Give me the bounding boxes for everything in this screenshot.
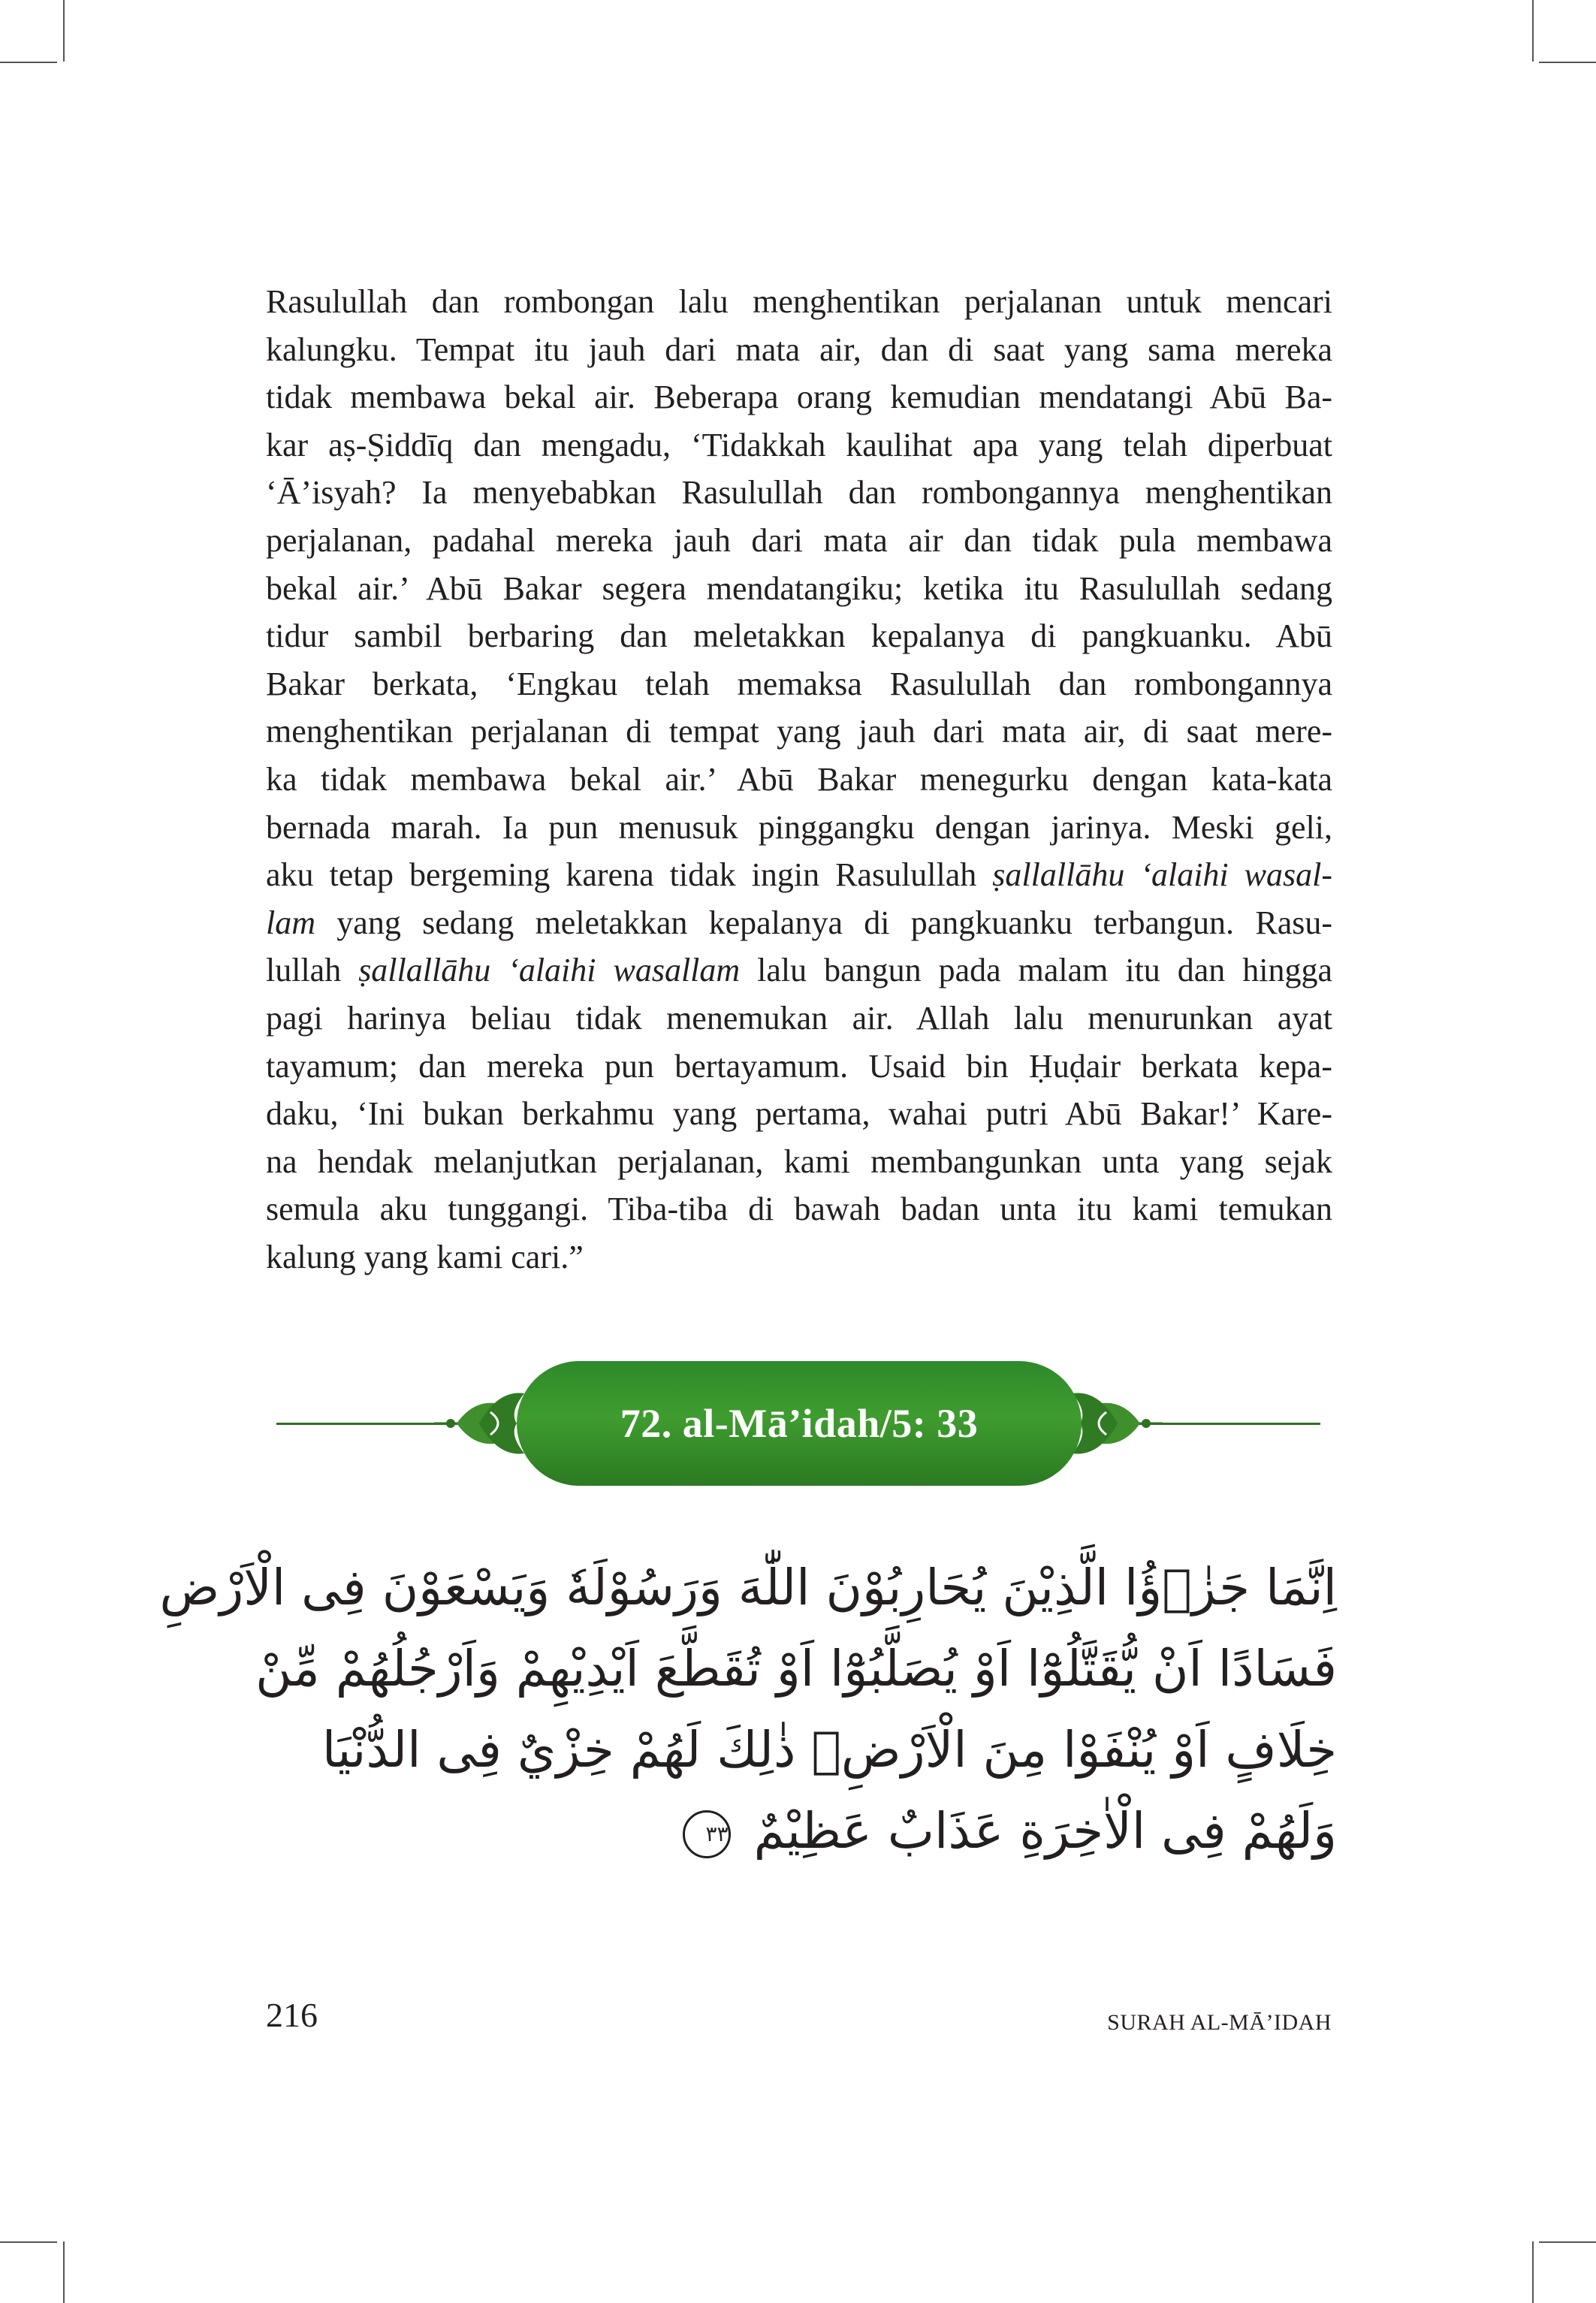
text-line [266, 946, 1332, 995]
text-line: na hendak melanjutkan perjalanan, kami membangunkan unta yang sejak [266, 1142, 1332, 1180]
arabic-line: فَسَادًا اَنْ يُّقَتَّلُوْٓا اَوْ يُصَلَّبُوْٓا اَوْ تُقَطَّعَ اَيْدِيْهِمْ وَاَرْجُلُهُمْ مِّنْ [255, 1640, 1337, 1698]
running-header: SURAH AL-MĀ’IDAH [1107, 2010, 1332, 2035]
text-run: lullah [266, 952, 359, 989]
arabic-line: اِنَّمَا جَزٰۤؤُا الَّذِيْنَ يُحَارِبُوْنَ اللّٰهَ وَرَسُوْلَهٗ وَيَسْعَوْنَ فِى الْاَرْضِ [159, 1559, 1337, 1616]
text-line: daku, ‘Ini bukan berkahmu yang pertama, wahai putri Abū Bakar!’ Kare- [266, 1095, 1332, 1133]
crop-mark [1532, 0, 1534, 62]
arabic-line [345, 1791, 1337, 1872]
text-line [266, 851, 1332, 899]
section-heading-band [276, 1360, 1320, 1487]
crop-mark [1539, 2241, 1596, 2243]
italic-honorific: ṣallallāhu ‘alaihi wasallam [358, 952, 741, 989]
text-run: yang sedang meletakkan kepalanya di pangkuanku terbangun. Rasu- [315, 904, 1332, 941]
crop-mark [0, 2241, 57, 2243]
arabic-line: خِلَافٍ اَوْ يُنْفَوْا مِنَ الْاَرْضِۗ ذٰلِكَ لَهُمْ خِزْيٌ فِى الدُّنْيَا [321, 1721, 1337, 1779]
italic-honorific: lam [266, 904, 315, 941]
italic-honorific: ṣallallāhu ‘alaihi wasal- [992, 856, 1332, 894]
crop-mark [1532, 2241, 1534, 2303]
text-line: Rasulullah dan rombongan lalu menghentikan perjalanan untuk mencari [266, 283, 1332, 320]
text-line: pagi harinya beliau tidak menemukan air. Allah lalu menurunkan ayat [266, 999, 1332, 1037]
text-run: lalu bangun pada malam itu dan hingga [740, 952, 1333, 989]
ayah-number-marker: ٣٣ [683, 1810, 731, 1858]
text-line: kalung yang kami cari.” [266, 1238, 584, 1275]
text-line: kalungku. Tempat itu jauh dari mata air, dan di saat yang sama mereka [266, 331, 1332, 368]
body-paragraph [266, 278, 1332, 1281]
section-heading: 72. al-Mā’idah/5: 33 [517, 1361, 1082, 1486]
text-line: Bakar berkata, ‘Engkau telah memaksa Rasulullah dan rombongannya [266, 665, 1332, 702]
text-line: bernada marah. Ia pun menusuk pinggangku dengan jarinya. Meski geli, [266, 808, 1332, 846]
text-run: aku tetap bergeming karena tidak ingin Rasulullah [266, 856, 993, 894]
text-line: tidak membawa bekal air. Beberapa orang kemudian mendatangi Abū Ba- [266, 379, 1332, 416]
text-line: kar aṣ-Ṣiddīq dan mengadu, ‘Tidakkah kaulihat apa yang telah diperbuat [266, 426, 1332, 463]
text-line: bekal air.’ Abū Bakar segera mendatangiku; ketika itu Rasulullah sedang [266, 569, 1332, 607]
crop-mark [63, 2241, 65, 2303]
crop-mark [63, 0, 65, 62]
text-line: ka tidak membawa bekal air.’ Abū Bakar menegurku dengan kata-kata [266, 760, 1332, 798]
text-line [266, 899, 1332, 947]
quran-verse [159, 1547, 1337, 1872]
text-line: semula aku tunggangi. Tiba-tiba di bawah badan unta itu kami temukan [266, 1191, 1332, 1228]
text-line: tayamum; dan mereka pun bertayamum. Usaid bin Ḥuḍair berkata kepa- [266, 1047, 1332, 1085]
arabic-text: وَلَهُمْ فِى الْاٰخِرَةِ عَذَابٌ عَظِيْمٌ [753, 1802, 1337, 1860]
text-line: perjalanan, padahal mereka jauh dari mata air dan tidak pula membawa [266, 521, 1332, 559]
text-line: tidur sambil berbaring dan meletakkan kepalanya di pangkuanku. Abū [266, 617, 1332, 655]
crop-mark [0, 62, 57, 63]
text-line: menghentikan perjalanan di tempat yang jauh dari mata air, di saat mere- [266, 713, 1332, 750]
crop-mark [1539, 62, 1596, 63]
page-number: 216 [266, 1996, 318, 2034]
text-line: ‘Ā’isyah? Ia menyebabkan Rasulullah dan rombongannya menghentikan [266, 474, 1332, 512]
